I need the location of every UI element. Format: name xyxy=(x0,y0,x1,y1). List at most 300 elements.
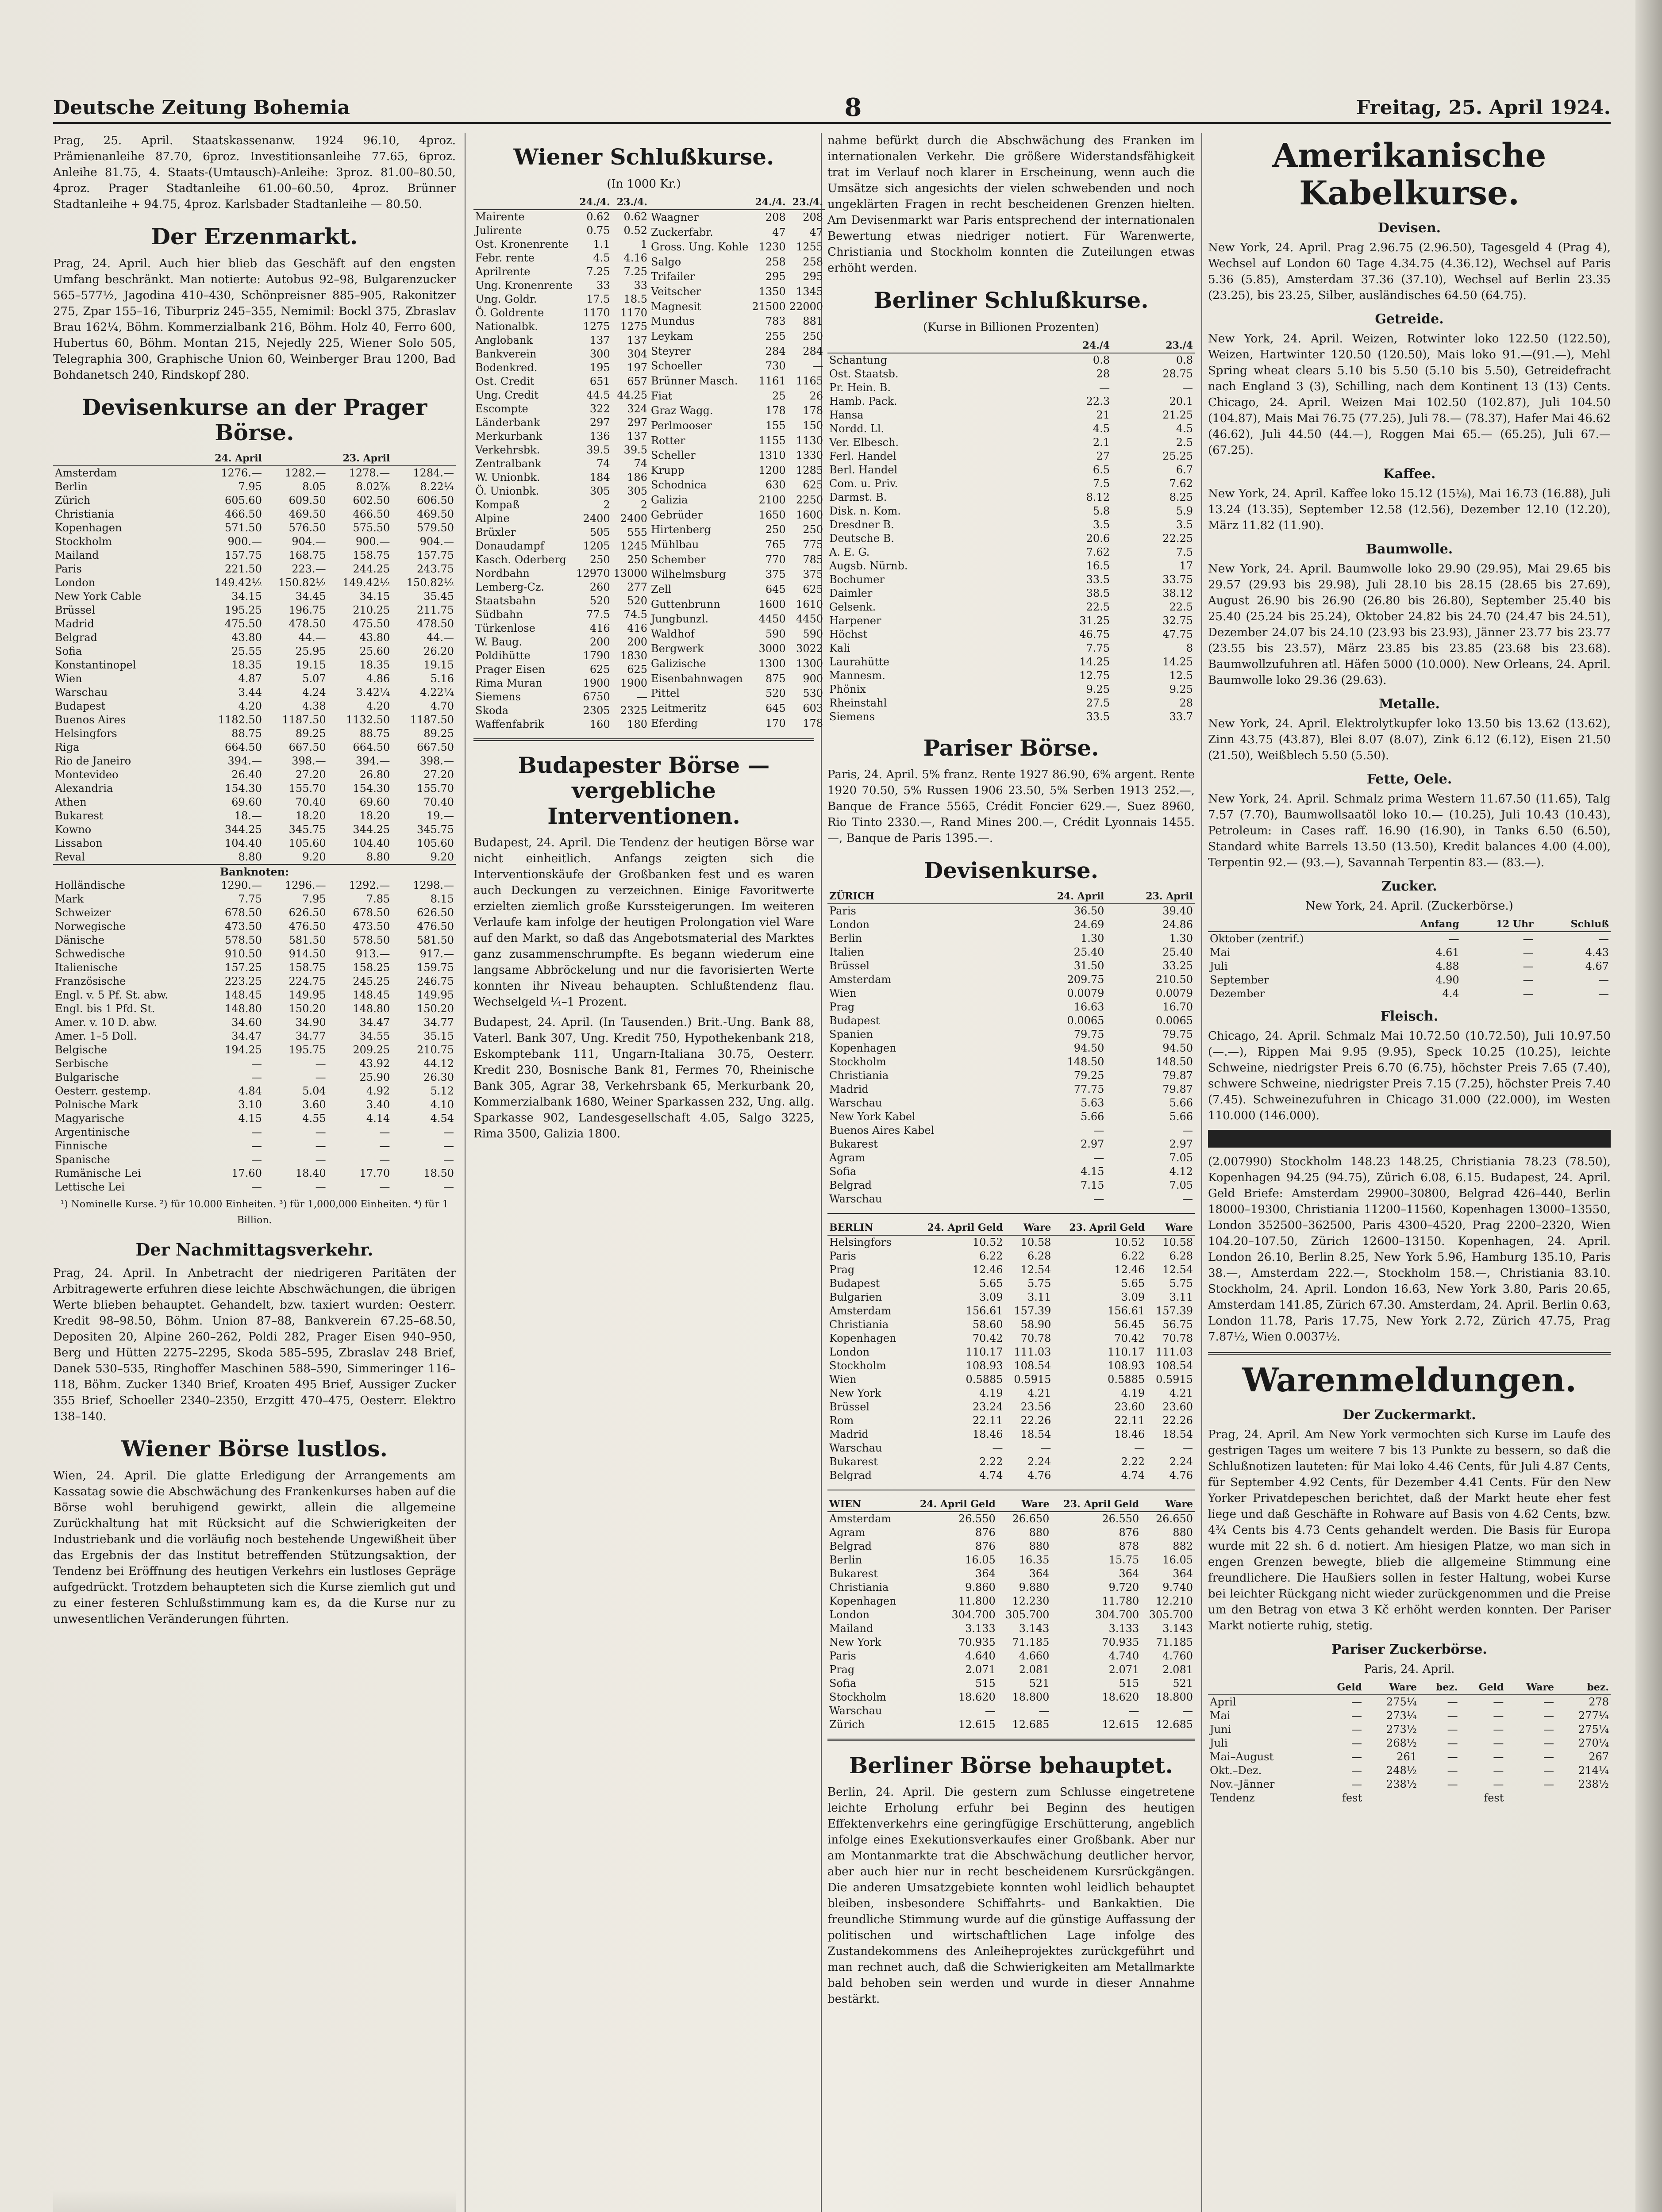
column-header: 24. April xyxy=(1017,890,1106,904)
table-cell: 4.22¼ xyxy=(420,686,454,699)
table-cell: 209.75 xyxy=(1067,973,1104,986)
table-row xyxy=(649,716,825,731)
table-row xyxy=(827,1069,1195,1083)
table-cell: 4.5 xyxy=(1176,422,1193,435)
table-cell: 0.5885 xyxy=(1108,1373,1145,1386)
table-row xyxy=(827,1041,1195,1055)
table-cell: 243.75 xyxy=(417,562,454,575)
table-cell: 770 xyxy=(765,553,786,566)
table-cell: 4.74 xyxy=(1121,1469,1145,1482)
table-cell: 79.87 xyxy=(1162,1069,1193,1082)
table-cell: 1284.— xyxy=(413,466,454,479)
row-label: Leykam xyxy=(650,330,693,343)
table-cell: — xyxy=(1493,1737,1504,1750)
column-header: 24./4 xyxy=(1028,339,1112,353)
table-row xyxy=(827,353,1195,367)
table-cell: 1.30 xyxy=(1169,932,1193,945)
row-label: Ung. Goldr. xyxy=(475,292,537,305)
table-cell: 5.66 xyxy=(1169,1110,1193,1123)
section-title: Der Nachmittagsverkehr. xyxy=(135,1239,373,1260)
table-cell: 305.700 xyxy=(1149,1608,1193,1621)
table-cell: 364 xyxy=(1029,1567,1050,1580)
table-cell: 39.5 xyxy=(623,443,647,456)
table-cell: 304.700 xyxy=(1095,1608,1139,1621)
table-row xyxy=(827,1235,1195,1249)
row-label: Brüssel xyxy=(829,959,870,972)
table-cell: 244.25 xyxy=(353,562,390,575)
article-text: New York, 24. April. Baumwolle loko 29.90 (29.95), Mai 29.65 bis 29.57 (29.93 bis 29.98), Juli 28.10 bis 28.15 (28.65 bis 27.69), August 26.90 bis 26.90 (26.80 bis 26.80), September 25.40 bis 25.40 (25.24 bis 25.24), Oktober 24.82 bis 24.70 (24.47 bis 24.51), Dezember 24.07 bis 24.10 (23.93 bis 23.93), Jänner 23.77 bis 23.77 (23.55 bis 23.57), März 23.85 bis 23.85 (23.68 bis 23.68). Baumwollzufuhren atl. Häfen 5000 (10.000). New Orleans, 24. April. Baumwolle loko 29.36 (29.63). xyxy=(1208,562,1611,687)
section-title: Devisenkurse an der Prager Börse. xyxy=(81,394,427,445)
divider xyxy=(1208,1352,1611,1355)
row-label: Hansa xyxy=(829,408,864,421)
row-label: Prag xyxy=(829,1263,855,1276)
table-row xyxy=(473,704,649,718)
table-cell: 19.— xyxy=(426,809,454,822)
row-label: Paris xyxy=(829,1649,856,1662)
table-cell: 1278.— xyxy=(349,466,390,479)
table-cell: 4.61 xyxy=(1435,946,1459,959)
table-row xyxy=(473,663,649,676)
table-row xyxy=(53,507,456,521)
table-cell: 3022 xyxy=(796,642,823,655)
row-label: Febr. rente xyxy=(475,251,535,264)
table-cell: 520 xyxy=(627,594,647,607)
table-row xyxy=(1208,1695,1611,1709)
table-cell: 8 xyxy=(1186,641,1193,654)
table-cell: 900 xyxy=(803,672,823,685)
table-cell: 186 xyxy=(627,471,647,484)
row-label: Nordbahn xyxy=(475,567,530,580)
table-row xyxy=(827,1318,1195,1332)
row-label: Sofia xyxy=(55,645,82,657)
row-label: Sofia xyxy=(829,1677,857,1690)
table-cell: 38.12 xyxy=(1162,587,1193,599)
row-label: Zentralbank xyxy=(475,457,542,470)
row-label: Norwegische xyxy=(55,920,126,933)
table-cell: 17 xyxy=(1179,559,1193,572)
row-label: Berlin xyxy=(55,480,88,493)
table-row xyxy=(53,1002,456,1016)
page-edge-shadow xyxy=(1635,0,1662,2212)
table-cell: 34.60 xyxy=(231,1016,262,1029)
table-row xyxy=(53,480,456,494)
table-row xyxy=(473,457,649,471)
table-cell: 1161 xyxy=(758,374,786,387)
table-row xyxy=(827,463,1195,477)
table-cell: 149.42½ xyxy=(214,576,262,589)
column-header: 23./4 xyxy=(1112,339,1195,353)
table-cell: 4.24 xyxy=(302,686,326,699)
table-row xyxy=(1208,960,1611,973)
table-cell: 18.800 xyxy=(1156,1690,1193,1703)
table-cell: 250 xyxy=(765,523,786,536)
subsection-title: Kaffee. xyxy=(1383,466,1436,482)
table-cell: 645 xyxy=(765,583,786,595)
table-row xyxy=(827,1540,1195,1553)
table-cell: 9.25 xyxy=(1169,683,1193,695)
row-label: Bukarest xyxy=(829,1137,878,1150)
row-label: Athen xyxy=(55,795,87,808)
table-cell: 4.21 xyxy=(1027,1386,1051,1399)
table-row xyxy=(53,549,456,562)
row-label: Budapest xyxy=(55,699,106,712)
table-cell: 258 xyxy=(765,255,786,268)
row-label: Deutsche B. xyxy=(829,532,894,545)
table-cell: 250 xyxy=(627,553,647,566)
table-cell: 9.20 xyxy=(430,850,454,863)
table-cell: 19.15 xyxy=(423,658,454,671)
table-cell: 2250 xyxy=(796,494,823,507)
paris-sugar-table xyxy=(1208,1681,1611,1805)
table-cell: 1170 xyxy=(620,306,647,319)
table-cell: 476.50 xyxy=(289,920,326,933)
paper-name: Deutsche Zeitung Bohemia xyxy=(53,96,350,119)
table-cell: 12.54 xyxy=(1162,1263,1193,1276)
table-cell: 1282.— xyxy=(285,466,326,479)
section-subtitle: (In 1000 Kr.) xyxy=(607,177,681,191)
table-cell: 250 xyxy=(589,553,610,566)
table-cell: 23.60 xyxy=(1162,1400,1193,1413)
row-label: London xyxy=(829,918,870,931)
table-row xyxy=(649,657,825,672)
table-cell: 22.3 xyxy=(1086,395,1110,407)
row-label: Bukarest xyxy=(55,809,104,822)
column-header xyxy=(1208,1681,1318,1695)
row-label: Brüssel xyxy=(55,603,96,616)
table-row xyxy=(827,1400,1195,1414)
table-row xyxy=(827,1594,1195,1608)
table-cell: 7.25 xyxy=(586,265,610,278)
table-cell: 1255 xyxy=(796,241,823,253)
table-row xyxy=(473,567,649,580)
table-cell: 14.25 xyxy=(1162,655,1193,668)
table-cell: 626.50 xyxy=(289,906,326,919)
table-cell: — xyxy=(1447,1764,1458,1777)
table-cell: 25.40 xyxy=(1162,945,1193,958)
table-cell: — xyxy=(1040,1441,1051,1454)
row-label: Bochumer xyxy=(829,573,885,586)
table-cell: — xyxy=(443,1139,454,1152)
table-row xyxy=(827,449,1195,463)
table-cell: 2.071 xyxy=(1108,1663,1139,1676)
row-label: Disk. n. Kom. xyxy=(829,504,901,517)
table-row xyxy=(649,225,825,240)
table-cell: 664.50 xyxy=(224,741,262,753)
table-cell: 18.35 xyxy=(359,658,390,671)
divider xyxy=(473,738,814,741)
table-cell: 521 xyxy=(1029,1677,1050,1690)
table-row xyxy=(827,918,1195,932)
table-cell: 168.75 xyxy=(289,549,326,561)
row-label: Phönix xyxy=(829,683,866,695)
row-label: Rheinstahl xyxy=(829,696,887,709)
table-cell: 7.75 xyxy=(1086,641,1110,654)
row-label: Magnesit xyxy=(650,300,701,313)
table-cell: 110.17 xyxy=(966,1345,1003,1358)
table-cell: 6.7 xyxy=(1176,463,1193,476)
row-label: Amsterdam xyxy=(829,973,892,986)
table-row xyxy=(53,590,456,603)
table-cell: 33.7 xyxy=(1169,710,1193,723)
row-label: Helsingfors xyxy=(829,1236,892,1248)
table-cell: 2.22 xyxy=(1121,1455,1145,1468)
row-label: Brüxler xyxy=(475,526,516,538)
table-cell: 1 xyxy=(640,238,647,250)
table-row xyxy=(473,718,649,731)
row-label: Waldhof xyxy=(650,627,695,640)
table-cell: — xyxy=(1351,1751,1362,1763)
table-cell: 5.65 xyxy=(1121,1277,1145,1290)
table-cell: — xyxy=(1351,1737,1362,1750)
subsection-title: Zucker. xyxy=(1381,879,1437,895)
table-cell: 603 xyxy=(803,702,823,715)
table-cell: 322 xyxy=(589,402,610,415)
table-row xyxy=(827,422,1195,436)
row-label: Eferding xyxy=(650,717,698,730)
table-cell: — xyxy=(1493,1709,1504,1722)
vienna-fx-table xyxy=(827,1498,1195,1732)
table-cell: — xyxy=(379,1125,390,1138)
table-cell: 194.25 xyxy=(224,1043,262,1056)
row-label: Budapest xyxy=(829,1277,880,1290)
table-cell: 33.5 xyxy=(1086,710,1110,723)
row-label: Okt.–Dez. xyxy=(1210,1764,1262,1777)
table-row xyxy=(827,1386,1195,1400)
table-cell: 581.50 xyxy=(417,933,454,946)
table-row xyxy=(53,603,456,617)
table-cell: 1187.50 xyxy=(410,713,454,726)
table-row xyxy=(53,521,456,535)
row-label: Lettische Lei xyxy=(55,1180,125,1193)
table-cell: 12.210 xyxy=(1156,1594,1193,1607)
table-cell: 305.700 xyxy=(1005,1608,1050,1621)
table-cell: 4.43 xyxy=(1585,946,1609,959)
table-cell: 602.50 xyxy=(353,494,390,507)
table-cell: 3.5 xyxy=(1093,518,1110,531)
row-label: Bukarest xyxy=(829,1567,878,1580)
table-cell: 2.97 xyxy=(1080,1137,1104,1150)
table-cell: 4.740 xyxy=(1108,1649,1139,1662)
ink-bar xyxy=(1208,1130,1611,1148)
table-row xyxy=(827,1373,1195,1386)
row-label: Warschau xyxy=(829,1096,882,1109)
table-cell: 3.143 xyxy=(1019,1622,1050,1635)
issue-date: Freitag, 25. April 1924. xyxy=(1356,96,1611,119)
row-label: Schwedische xyxy=(55,947,125,960)
row-label: Sofia xyxy=(829,1165,857,1178)
article-text: New York, 24. April. Schmalz prima Western 11.67.50 (11.65), Talg 7.57 (7.70), Baumwollsaatöl loko 10.— (10.25), Juli 10.43 (10.43), Petroleum: in Cases raff. 16.90 (16.90), in Tanks 6.50 (6.50), Standard white Barrels 13.50 (13.50), Kredit balances 4.00 (4.00), Terpentin 92.— (93.—), Savannah Terpentin 83.— (83.—). xyxy=(1208,792,1611,870)
row-label: Kompaß xyxy=(475,498,520,511)
section-title: Amerikanische Kabelkurse. xyxy=(1272,137,1547,213)
table-cell: — xyxy=(1543,1709,1554,1722)
table-row xyxy=(827,1014,1195,1028)
table-cell: 4.12 xyxy=(1169,1165,1193,1178)
row-label: Budapest xyxy=(829,1014,880,1027)
row-label: Belgische xyxy=(55,1043,107,1056)
row-label: Buenos Aires Kabel xyxy=(829,1124,935,1137)
table-cell: 150 xyxy=(803,419,823,432)
table-cell: 4.5 xyxy=(593,251,610,264)
table-cell xyxy=(1419,1791,1460,1805)
row-label: Mailand xyxy=(829,1622,873,1635)
column-header: Ware xyxy=(1364,1681,1419,1695)
table-row xyxy=(649,359,825,374)
row-label: Engl. bis 1 Pfd. St. xyxy=(55,1002,155,1015)
table-cell: 904.— xyxy=(292,535,326,548)
table-cell: 25.95 xyxy=(295,645,326,657)
table-row xyxy=(827,1332,1195,1345)
table-row xyxy=(53,1112,456,1125)
table-cell: 630 xyxy=(765,479,786,492)
table-cell: 2305 xyxy=(583,704,610,717)
table-cell: — xyxy=(1523,960,1534,973)
table-row xyxy=(53,768,456,782)
table-cell: 18.20 xyxy=(295,809,326,822)
table-cell: — xyxy=(985,1704,996,1717)
table-cell: 39.40 xyxy=(1162,904,1193,917)
table-cell: 5.9 xyxy=(1176,504,1193,517)
table-cell: 69.60 xyxy=(231,795,262,808)
table-cell: 70.42 xyxy=(972,1332,1003,1344)
table-row xyxy=(649,255,825,270)
table-row xyxy=(53,727,456,741)
row-label: Warschau xyxy=(829,1441,882,1454)
table-row xyxy=(53,933,456,947)
table-row xyxy=(473,265,649,279)
row-label: Madrid xyxy=(829,1428,869,1440)
table-cell: fest xyxy=(1484,1792,1504,1805)
row-label: Türkenlose xyxy=(475,622,535,634)
table-cell: 1790 xyxy=(583,649,610,662)
table-row xyxy=(53,713,456,727)
table-cell: 2.1 xyxy=(1093,436,1110,449)
table-cell: 12.685 xyxy=(1012,1718,1050,1731)
table-cell: 4.15 xyxy=(238,1112,262,1125)
row-label: Kasch. Oderberg xyxy=(475,553,566,566)
row-label: Christiania xyxy=(55,507,115,520)
table-cell: 880 xyxy=(1173,1526,1193,1539)
row-label: Augsb. Nürnb. xyxy=(829,559,908,572)
subsection-title: Pariser Zuckerbörse. xyxy=(1331,1642,1487,1658)
table-cell: 33 xyxy=(596,279,610,292)
divider xyxy=(827,1739,1195,1741)
article-text: Prag, 24. April. In Anbetracht der niedrigeren Paritäten der Arbitragewerte erfuhren diese leichte Abschwächungen, die übrigen Werte blieben behauptet. Gehandelt, bzw. taxiert wurden: Oesterr. Kredit 98–98.50, Böhm. Union 87–88, Bankverein 67.25–68.50, Depositen 20, Alpine 260–262, Poldi 282, Prager Eisen 940–950, Berg und Hütten 2275–2295, Skoda 585–595, Zbraslav 248 Brief, Danek 530–535, Ringhoffer Maschinen 588–590, Simmeringer 116–118, Böhm. Zucker 1340 Brief, Kroaten 495 Brief, Aussiger Zucker 355 Brief, Schoeller 2340–2350, Erzgitt 470–475, Oesterr. Elektro 138–140. xyxy=(53,1267,456,1424)
table-row xyxy=(827,532,1195,545)
table-row xyxy=(827,1649,1195,1663)
row-label: Mannesm. xyxy=(829,669,885,682)
table-cell: 7.62 xyxy=(1169,477,1193,490)
row-label: Holländische xyxy=(55,879,125,891)
table-row xyxy=(473,443,649,457)
column-header: 12 Uhr xyxy=(1461,918,1535,932)
row-label: Belgrad xyxy=(55,631,98,644)
row-label: Ung. Credit xyxy=(475,388,539,401)
column-header: bez. xyxy=(1419,1681,1460,1695)
table-cell: — xyxy=(251,1071,262,1083)
table-cell: 58.60 xyxy=(972,1318,1003,1331)
table-cell: 4.70 xyxy=(430,699,454,712)
table-cell: 4450 xyxy=(796,613,823,626)
table-cell: fest xyxy=(1342,1792,1362,1805)
table-cell: 157.75 xyxy=(224,549,262,561)
zurich-fx-table xyxy=(827,890,1195,1206)
table-cell xyxy=(1364,1791,1419,1805)
table-row xyxy=(649,448,825,463)
table-cell: 32.75 xyxy=(1162,614,1193,627)
table-row xyxy=(827,545,1195,559)
table-cell: 4.86 xyxy=(366,672,390,685)
table-cell: 11.800 xyxy=(958,1594,996,1607)
row-label: Ö. Goldrente xyxy=(475,306,544,319)
table-row xyxy=(473,484,649,498)
table-row xyxy=(649,329,825,344)
table-row xyxy=(649,612,825,627)
table-cell: 520 xyxy=(765,687,786,700)
row-label: Merkurbank xyxy=(475,430,542,442)
table-cell: 209.25 xyxy=(353,1043,390,1056)
table-row xyxy=(827,1414,1195,1428)
column-header xyxy=(53,452,200,466)
table-cell: — xyxy=(1598,974,1609,987)
table-cell: 2400 xyxy=(620,512,647,525)
table-row xyxy=(827,1581,1195,1594)
table-row xyxy=(827,1055,1195,1069)
table-cell: 2.22 xyxy=(979,1455,1003,1468)
row-label: Mai xyxy=(1210,946,1231,959)
table-cell: 5.63 xyxy=(1080,1096,1104,1109)
table-cell: 4.660 xyxy=(1019,1649,1050,1662)
row-label: Juli xyxy=(1210,960,1228,973)
table-cell: 297 xyxy=(589,416,610,429)
table-cell: 12.615 xyxy=(958,1718,996,1731)
table-cell: 18.5 xyxy=(623,292,647,305)
table-cell: 18.620 xyxy=(958,1690,996,1703)
table-cell: — xyxy=(379,1139,390,1152)
table-cell: 23.56 xyxy=(1020,1400,1051,1413)
table-cell: 4.19 xyxy=(979,1386,1003,1399)
table-cell: 58.90 xyxy=(1020,1318,1051,1331)
table-cell: 18.800 xyxy=(1012,1690,1050,1703)
row-label: Julirente xyxy=(475,224,522,237)
table-cell: 8.80 xyxy=(238,850,262,863)
table-row xyxy=(827,1441,1195,1455)
subsection-title: Fette, Oele. xyxy=(1366,772,1452,787)
table-row xyxy=(473,388,649,402)
table-cell: 31.25 xyxy=(1079,614,1110,627)
table-cell: 284 xyxy=(765,345,786,357)
table-cell: — xyxy=(1598,987,1609,1000)
table-cell: 18.46 xyxy=(1114,1428,1145,1440)
table-cell: 783 xyxy=(765,315,786,328)
row-label: Bulgarische xyxy=(55,1071,119,1083)
table-cell: 44.12 xyxy=(423,1057,454,1070)
table-row xyxy=(827,367,1195,381)
table-cell: 4.38 xyxy=(302,699,326,712)
table-cell: 22.25 xyxy=(1162,532,1193,545)
sugar-table xyxy=(1208,918,1611,1001)
table-cell: 26.550 xyxy=(1102,1512,1139,1525)
article-text: Prag, 25. April. Staatskassenanw. 1924 96.10, 4proz. Prämienanleihe 87.70, 6proz. Investitionsanleihe 77.65, 6proz. Anleihe 81.75, 4. Staats-(Umtausch)-Anleihe: 3proz. 81.00–80.50, 4proz. Prager Stadtanleihe 61.00–60.50, 4proz. Brünner Stadtanleihe + 94.75, 4proz. Karlsbader Stadtanleihe — 80.50. xyxy=(53,134,456,211)
table-cell: 305 xyxy=(627,484,647,497)
table-cell: 268½ xyxy=(1386,1737,1417,1750)
table-row xyxy=(827,1663,1195,1677)
row-label: Dresdner B. xyxy=(829,518,894,531)
row-label: Paris xyxy=(829,1249,856,1262)
table-cell: 7.05 xyxy=(1169,1151,1193,1164)
column-header: 24./4. xyxy=(750,196,787,210)
table-cell: 12.46 xyxy=(1114,1263,1145,1276)
table-cell: 27.20 xyxy=(295,768,326,781)
